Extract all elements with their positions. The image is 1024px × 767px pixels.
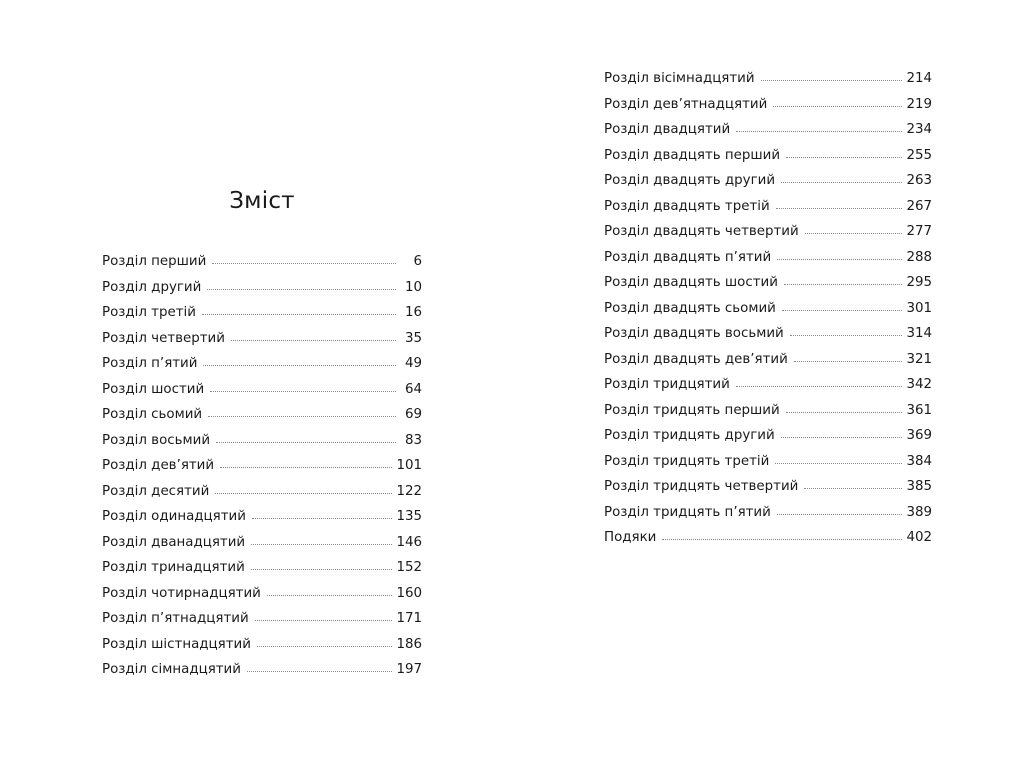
toc-entry-page-number: 385 [906, 479, 932, 494]
toc-entry [604, 168, 932, 194]
dot-leader [776, 207, 903, 209]
toc-entry [102, 657, 422, 683]
dot-leader [207, 288, 396, 290]
dot-leader [786, 156, 902, 158]
toc-entry-page-number: 234 [906, 122, 932, 137]
toc-entry [604, 219, 932, 245]
toc-entry-label: Розділ четвертий [102, 330, 225, 346]
toc-entry-label: Розділ шістнадцятий [102, 636, 251, 652]
toc-entry-label: Розділ дев’ятий [102, 458, 215, 473]
toc-entry [102, 632, 422, 658]
toc-entry-page-number: 389 [906, 504, 932, 520]
dot-leader [267, 594, 393, 596]
toc-entry-page-number: 342 [906, 377, 932, 392]
toc-entry-page-number: 160 [396, 585, 422, 601]
toc-entry [604, 270, 932, 296]
dot-leader [781, 181, 902, 183]
dot-leader [804, 487, 902, 489]
dot-leader [786, 411, 903, 413]
toc-entry [102, 300, 422, 326]
toc-entry [102, 377, 422, 403]
dot-leader [777, 513, 903, 515]
toc-entry [102, 606, 422, 632]
toc-entry-page-number: 64 [404, 381, 422, 397]
dot-leader [736, 130, 902, 132]
toc-entry-label: Розділ тринадцятий [102, 560, 245, 575]
dot-leader [212, 262, 396, 264]
toc-entry-page-number: 219 [906, 96, 932, 112]
toc-entry-page-number: 16 [404, 305, 422, 320]
toc-entry-label: Розділ двадцять четвертий [604, 224, 799, 239]
toc-entry-label: Розділ двадцять шостий [604, 275, 778, 290]
toc-entry [102, 479, 422, 505]
dot-leader [805, 232, 903, 234]
toc-entry [604, 92, 932, 118]
dot-leader [790, 334, 903, 336]
dot-leader [208, 415, 396, 417]
toc-entry-page-number: 267 [906, 198, 932, 214]
dot-leader [794, 360, 903, 362]
toc-entry-page-number: 255 [906, 147, 932, 163]
toc-entry-label: Розділ двадцять п’ятий [604, 249, 772, 265]
toc-entry-label: Розділ двадцять третій [604, 198, 770, 214]
toc-entry [604, 398, 932, 424]
toc-entry-page-number: 361 [906, 402, 932, 418]
toc-list-left [102, 249, 422, 683]
toc-entry-label: Розділ одинадцятий [102, 509, 246, 524]
dot-leader [220, 466, 392, 468]
toc-entry-label: Розділ тридцятий [604, 377, 730, 392]
toc-entry-page-number: 35 [404, 330, 422, 346]
dot-leader [231, 339, 396, 341]
toc-entry-label: Розділ п’ятий [102, 356, 198, 371]
toc-entry [604, 525, 932, 551]
dot-leader [251, 568, 393, 570]
toc-entry [604, 500, 932, 526]
toc-entry-page-number: 10 [404, 279, 422, 295]
toc-entry-label: Розділ тридцять другий [604, 428, 775, 443]
toc-title: Зміст [229, 188, 295, 214]
dot-leader [247, 670, 392, 672]
toc-entry-page-number: 277 [906, 224, 932, 239]
toc-entry [604, 474, 932, 500]
toc-entry [604, 296, 932, 322]
toc-entry [604, 372, 932, 398]
toc-entry-page-number: 263 [906, 173, 932, 188]
toc-entry [604, 423, 932, 449]
dot-leader [773, 105, 902, 107]
dot-leader [784, 283, 903, 285]
toc-entry-page-number: 171 [396, 611, 422, 626]
toc-entry-page-number: 146 [396, 534, 422, 550]
toc-list-right [604, 66, 932, 551]
toc-entry [102, 351, 422, 377]
toc-entry [604, 321, 932, 347]
toc-entry [604, 66, 932, 92]
toc-entry [102, 504, 422, 530]
dot-leader [252, 517, 393, 519]
toc-entry-page-number: 83 [404, 432, 422, 448]
toc-entry-label: Розділ двадцять другий [604, 173, 776, 188]
toc-entry-label: Розділ перший [102, 254, 207, 269]
toc-entry-page-number: 101 [396, 458, 422, 473]
dot-leader [777, 258, 902, 260]
dot-leader [215, 492, 392, 494]
toc-entry-page-number: 6 [413, 254, 422, 269]
toc-entry-page-number: 288 [906, 249, 932, 265]
dot-leader [202, 313, 396, 315]
toc-entry-label: Розділ тридцять третій [604, 453, 770, 469]
dot-leader [781, 436, 903, 438]
toc-entry-page-number: 321 [906, 351, 932, 367]
toc-entry-label: Розділ тридцять четвертий [604, 479, 799, 494]
toc-entry-label: Розділ двадцять восьмий [604, 326, 784, 341]
toc-entry-label: Розділ сьомий [102, 407, 203, 422]
toc-entry-page-number: 295 [906, 275, 932, 290]
toc-entry-page-number: 135 [396, 509, 422, 524]
toc-entry [102, 581, 422, 607]
toc-entry-page-number: 197 [396, 662, 422, 677]
toc-entry [102, 555, 422, 581]
dot-leader [203, 364, 396, 366]
toc-entry-page-number: 186 [396, 636, 422, 652]
toc-entry [102, 249, 422, 275]
toc-entry [604, 117, 932, 143]
dot-leader [736, 385, 903, 387]
toc-entry-page-number: 384 [906, 453, 932, 469]
dot-leader [255, 619, 393, 621]
toc-entry-label: Розділ вісімнадцятий [604, 71, 755, 86]
toc-entry-page-number: 369 [906, 428, 932, 443]
toc-entry-label: Розділ двадцять перший [604, 147, 781, 163]
toc-entry-label: Подяки [604, 530, 657, 545]
toc-entry-page-number: 402 [906, 530, 932, 545]
toc-entry-label: Розділ тридцять перший [604, 402, 780, 418]
toc-entry-label: Розділ третій [102, 305, 196, 320]
toc-entry-label: Розділ сімнадцятий [102, 662, 241, 677]
toc-entry [604, 449, 932, 475]
dot-leader [216, 441, 396, 443]
toc-entry [102, 326, 422, 352]
toc-entry [102, 428, 422, 454]
toc-entry-label: Розділ двадцять сьомий [604, 300, 776, 316]
toc-entry [604, 194, 932, 220]
toc-entry-page-number: 314 [906, 326, 932, 341]
toc-entry [102, 275, 422, 301]
toc-entry-label: Розділ п’ятнадцятий [102, 611, 249, 626]
toc-entry-label: Розділ дванадцятий [102, 534, 246, 550]
dot-leader [782, 309, 903, 311]
toc-entry [102, 402, 422, 428]
toc-entry-label: Розділ десятий [102, 483, 210, 499]
toc-entry-label: Розділ дев’ятнадцятий [604, 96, 768, 112]
toc-entry-label: Розділ чотирнадцятий [102, 585, 261, 601]
toc-entry-page-number: 214 [906, 71, 932, 86]
toc-entry [102, 453, 422, 479]
toc-entry-page-number: 69 [404, 407, 422, 422]
toc-entry-label: Розділ двадцять дев’ятий [604, 351, 788, 367]
dot-leader [662, 538, 902, 540]
toc-entry-page-number: 49 [404, 356, 422, 371]
toc-entry [102, 530, 422, 556]
toc-entry-page-number: 301 [906, 300, 932, 316]
right-page [512, 0, 1024, 767]
toc-entry-label: Розділ двадцятий [604, 122, 731, 137]
toc-entry-label: Розділ другий [102, 279, 202, 295]
dot-leader [210, 390, 396, 392]
toc-entry [604, 347, 932, 373]
toc-entry-label: Розділ тридцять п’ятий [604, 504, 771, 520]
toc-entry [604, 143, 932, 169]
dot-leader [761, 79, 903, 81]
dot-leader [257, 645, 393, 647]
toc-entry [604, 245, 932, 271]
toc-entry-label: Розділ шостий [102, 381, 205, 397]
toc-entry-label: Розділ восьмий [102, 432, 211, 448]
dot-leader [251, 543, 392, 545]
toc-entry-page-number: 122 [396, 483, 422, 499]
toc-entry-page-number: 152 [396, 560, 422, 575]
dot-leader [775, 462, 902, 464]
